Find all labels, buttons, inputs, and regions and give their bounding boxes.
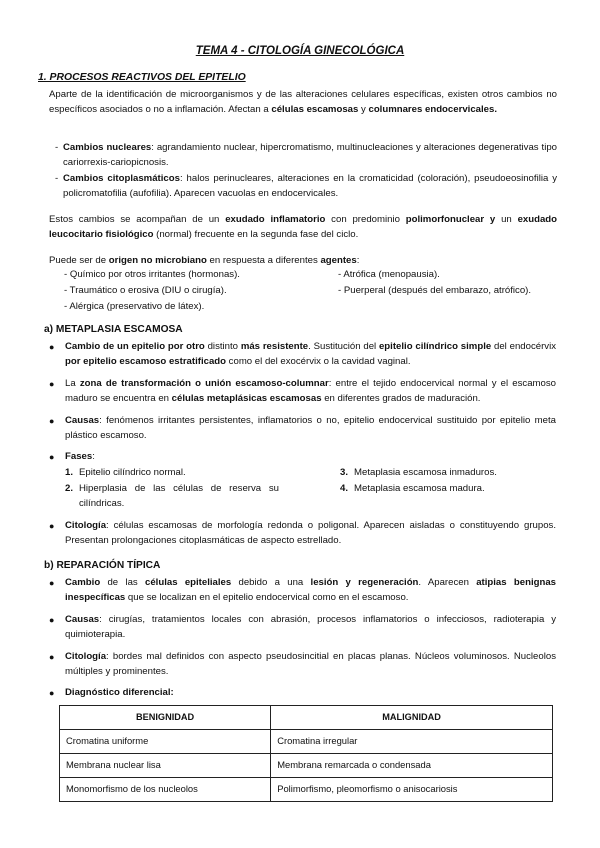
phase-item: 3. Metaplasia escamosa inmaduros.: [340, 467, 497, 478]
agent-item: - Traumático o erosiva (DIU o cirugía).: [64, 285, 227, 296]
table-cell: Polimorfismo, pleomorfismo o anisocariosis: [271, 778, 553, 802]
differential-diagnosis-table: [59, 705, 553, 802]
bullet-icon: ●: [49, 379, 55, 389]
bullet-icon: ●: [49, 688, 55, 698]
table-header-row: [60, 706, 553, 730]
table-cell: Membrana remarcada o condensada: [271, 754, 553, 778]
table-row: [60, 778, 553, 802]
table-cell: Cromatina irregular: [271, 730, 553, 754]
page-title: TEMA 4 - CITOLOGÍA GINECOLÓGICA: [195, 45, 405, 57]
bullet-icon: ●: [49, 416, 55, 426]
agent-item: - Alérgica (preservativo de látex).: [64, 301, 205, 312]
agent-item: - Químico por otros irritantes (hormonas).: [64, 269, 240, 280]
bullet-icon: ●: [49, 452, 55, 462]
table-row: [60, 754, 553, 778]
column-header: BENIGNIDAD: [60, 706, 271, 730]
agent-item: - Puerperal (después del embarazo, atrófico).: [338, 285, 532, 296]
exudate-paragraph: Estos cambios se acompañan de un exudado inflamatorio con predominio polimorfonuclear y un exudado leucocitario fisiológico (normal) frecuente en la segunda fase del ciclo.: [49, 214, 558, 240]
intro-paragraph: Aparte de la identificación de microorganismos y de las alteraciones celulares específicas, existen otros cambios no específicos asociados o no a inflamación. Afectan a células escamosas y columnares endocervicales.: [49, 89, 557, 115]
bullet-icon: ●: [49, 652, 55, 662]
bullet-icon: ●: [49, 578, 55, 588]
bullet-icon: ●: [49, 615, 55, 625]
phase-item: 1. Epitelio cilíndrico normal.: [65, 467, 186, 478]
section-heading-procesos: 1. PROCESOS REACTIVOS DEL EPITELIO: [38, 72, 246, 83]
origin-paragraph: Puede ser de origen no microbiano en respuesta a diferentes agentes:: [49, 255, 360, 266]
table-cell: Cromatina uniforme: [60, 730, 271, 754]
table-row: [60, 730, 553, 754]
phase-item: 4. Metaplasia escamosa madura.: [340, 483, 485, 494]
table-cell: Membrana nuclear lisa: [60, 754, 271, 778]
document-page: TEMA 4 - CITOLOGÍA GINECOLÓGICA 1. PROCESOS REACTIVOS DEL EPITELIO Aparte de la identificación de microorganismos y de las alteraciones celulares específicas, existen otros cambios no específicos asociados o no a inflamación. Afectan a células escamosas y columnares endocervicales. - Cambios nucleares: agrandamiento nuclear, hipercromatismo, multinucleaciones y alteraciones degenerativas tipo cariorrexis-cariopicnosis. - Cambios citoplasmáticos: halos perinucleares, alteraciones en la cromaticidad (coloración), pseudoeosinofilia y policromatofilia (aufofilia). Aparecen vacuolas en endocervicales. Estos cambios se acompañan de un exudado inflamatorio con predominio polimorfonuclear y un exudado leucocitario fisiológico (normal) frecuente en la segunda fase del ciclo. Puede ser de origen no microbiano en respuesta a diferentes agentes: - Químico por otros irritantes (hormonas). - Traumático o erosiva (DIU o cirugía). - Alérgica (preservativo de látex). - Atrófica (menopausia). - Puerperal (después del embarazo, atrófico). a) METAPLASIA ESCAMOSA ● Cambio de un epitelio por otro distinto más resistente. Sustitución del epitelio cilíndrico simple del endocérvix por epitelio escamoso estratificado como el del exocérvix o la cavidad vaginal. ● La zona de transformación o unión escamoso-columnar: entre el tejido endocervical normal y el escamoso maduro se encuentra en células metaplásicas escamosas en diferentes grados de maduración. ● Causas: fenómenos irritantes persistentes, inflamatorios o no, epitelio endocervical sustituido por epitelio meta plástico escamoso. ● Fases: 1. Epitelio cilíndrico normal. 2. Hiperplasia de las células de reserva su cilíndricas. 3. Metaplasia escamosa inmaduros. 4. Metaplasia escamosa madura. ● Citología: células escamosas de morfología redonda o poligonal. Aparecen aisladas o constituyendo grupos. Presentan prolongaciones citoplasmáticas de aspecto estrellado. b) REPARACIÓN TÍPICA ● Cambio de las células epiteliales debido a una lesión y regeneración. Aparecen atipias benignas inespecíficas que se localizan en el epitelio endocervical como en el escamoso. ● Causas: cirugías, tratamientos locales con abrasión, procesos inflamatorios o infecciosos, radioterapia y quimioterapia. ● Citología: bordes mal definidos con aspecto pseudosincitial en placas planas. Núcleos voluminosos. Nucleolos múltiples y prominentes. ● Diagnóstico diferencial: BENIGNIDAD MALIGNIDAD Cromatina uniforme Cromatina irregular Membrana nuclear lisa Membrana remarcada o condensada Monomorfismo de los nucleolos Polimorfismo, pleomorfismo o anisocariosis: [0, 0, 600, 848]
column-header: MALIGNIDAD: [271, 706, 553, 730]
subsection-heading-reparacion: b) REPARACIÓN TÍPICA: [44, 560, 161, 571]
table-cell: Monomorfismo de los nucleolos: [60, 778, 271, 802]
agent-item: - Atrófica (menopausia).: [338, 269, 440, 280]
subsection-heading-metaplasia: a) METAPLASIA ESCAMOSA: [44, 324, 183, 335]
bullet-icon: ●: [49, 342, 55, 352]
bullet-icon: ●: [49, 521, 55, 531]
